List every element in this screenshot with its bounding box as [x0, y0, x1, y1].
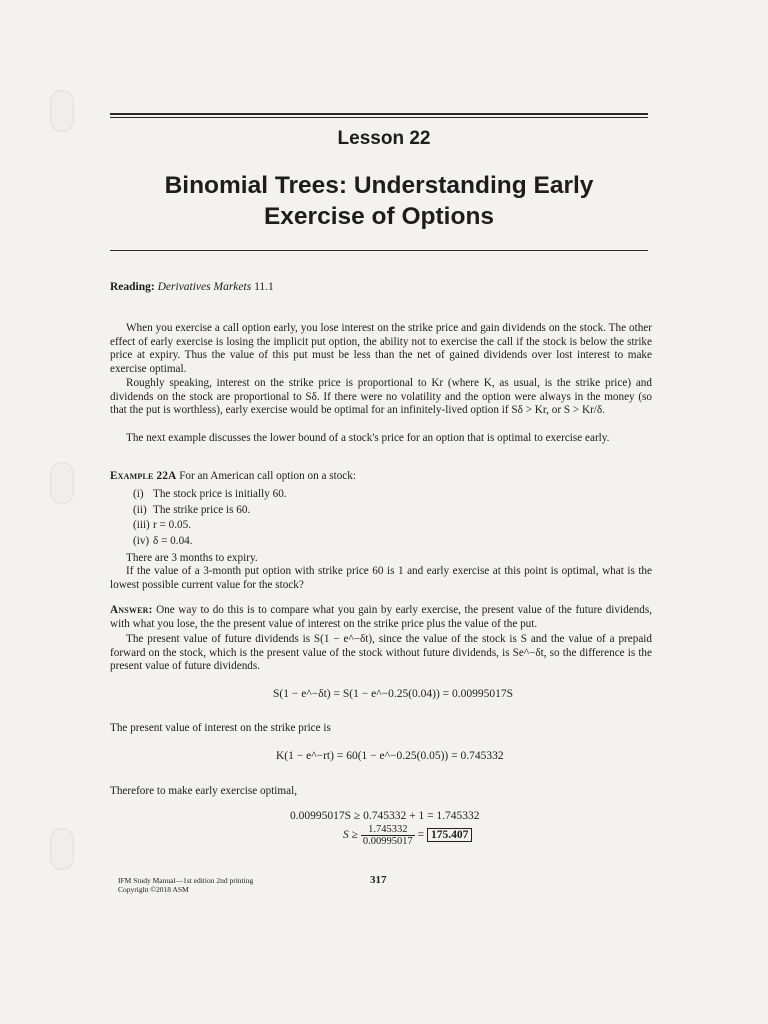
page-footer [118, 876, 253, 894]
equation-dividends: S(1 − e^−δt) = S(1 − e^−0.25(0.04)) = 0.00995017S [273, 688, 514, 700]
solution-fraction [361, 824, 415, 847]
page-number: 317 [370, 874, 387, 886]
answer-paragraph-4: Therefore to make early exercise optimal, [110, 785, 297, 797]
top-rule-thin [110, 117, 648, 118]
reading-label: Reading: [110, 281, 155, 293]
footer-manual: IFM Study Manual—1st edition 2nd printing [118, 876, 254, 885]
lesson-title-line-1: Binomial Trees: Understanding Early [164, 172, 594, 199]
example-expiry: There are 3 months to expiry. [126, 552, 258, 564]
reading-line [110, 281, 274, 293]
fraction-denominator: 0.00995017 [362, 836, 413, 847]
example-label: Example 22A [110, 470, 177, 482]
equation-interest: K(1 − e^−rt) = 60(1 − e^−0.25(0.05)) = 0.745332 [276, 750, 504, 762]
top-rule [110, 113, 648, 115]
condition-item: (ii) The strike price is 60. [133, 503, 251, 516]
punch-hole-bottom [50, 828, 74, 870]
lesson-title [110, 170, 648, 232]
condition-item: (iii) r = 0.05. [133, 519, 192, 531]
inequality-solution: S ≥ $\frac{1.745332}{0.00995017}$ = 175.407 [343, 824, 472, 847]
example-heading [110, 470, 356, 482]
inequality-condition: 0.00995017S ≥ 0.745332 + 1 = 1.745332 [290, 810, 480, 822]
example-intro: For an American call option on a stock: [179, 470, 356, 482]
answer-label: Answer: [110, 604, 153, 616]
title-rule [110, 250, 648, 251]
condition-item: (i) The stock price is initially 60. [133, 488, 287, 500]
reading-source: Derivatives Markets [157, 281, 252, 293]
condition-item: (iv) δ = 0.04. [133, 534, 193, 547]
punch-hole-top [50, 90, 74, 132]
intro-paragraph-1: When you exercise a call option early, you lose interest on the strike price and gain dividends on the stock. The other effect of early exercise is losing the implicit put option, the ability not to exercise the call if the stock is below the strike price at expiry. Thus the value of this put must be less than the net of gained dividends over lost interest to make exercise optimal. [110, 322, 652, 375]
answer-paragraph-2: The present value of future dividends is S(1 − e^−δt), since the value of the stock is S and the value of a prepaid forward on the stock, which is the present value of the stock without future dividends, is Se^−δt, so the difference is the present value of future dividends. [110, 633, 652, 672]
answer-paragraph-1: Answer: One way to do this is to compare what you gain by early exercise, the present value of the future dividends, with what you lose, the the present value of interest on the strike price plus the value of the put. [110, 604, 652, 630]
lesson-number: Lesson 22 [337, 128, 431, 149]
intro-paragraph-2: Roughly speaking, interest on the strike price is proportional to Kr (where K, as usual, is the strike price) and dividends on the stock are proportional to Sδ. If there were no volatility and the option were always in the money (so that the put is worthless), early exercise would be optimal for an infinitely-lived option if Sδ > Kr, or S > Kr/δ. [110, 377, 652, 416]
boxed-result: 175.407 [427, 828, 472, 842]
example-question: If the value of a 3-month put option with strike price 60 is 1 and early exercise at this point is optimal, what is the lowest possible current value for the stock? [110, 565, 652, 591]
lesson-title-line-2: Exercise of Options [263, 203, 495, 230]
intro-paragraph-3: The next example discusses the lower bound of a stock's price for an option that is optimal to exercise early. [126, 432, 610, 444]
reading-section: 11.1 [254, 281, 274, 293]
example-conditions-list [133, 487, 287, 549]
answer-paragraph-3: The present value of interest on the strike price is [110, 722, 331, 734]
footer-copyright: Copyright ©2018 ASM [118, 885, 189, 894]
fraction-numerator: 1.745332 [361, 824, 415, 836]
punch-hole-middle [50, 462, 74, 504]
